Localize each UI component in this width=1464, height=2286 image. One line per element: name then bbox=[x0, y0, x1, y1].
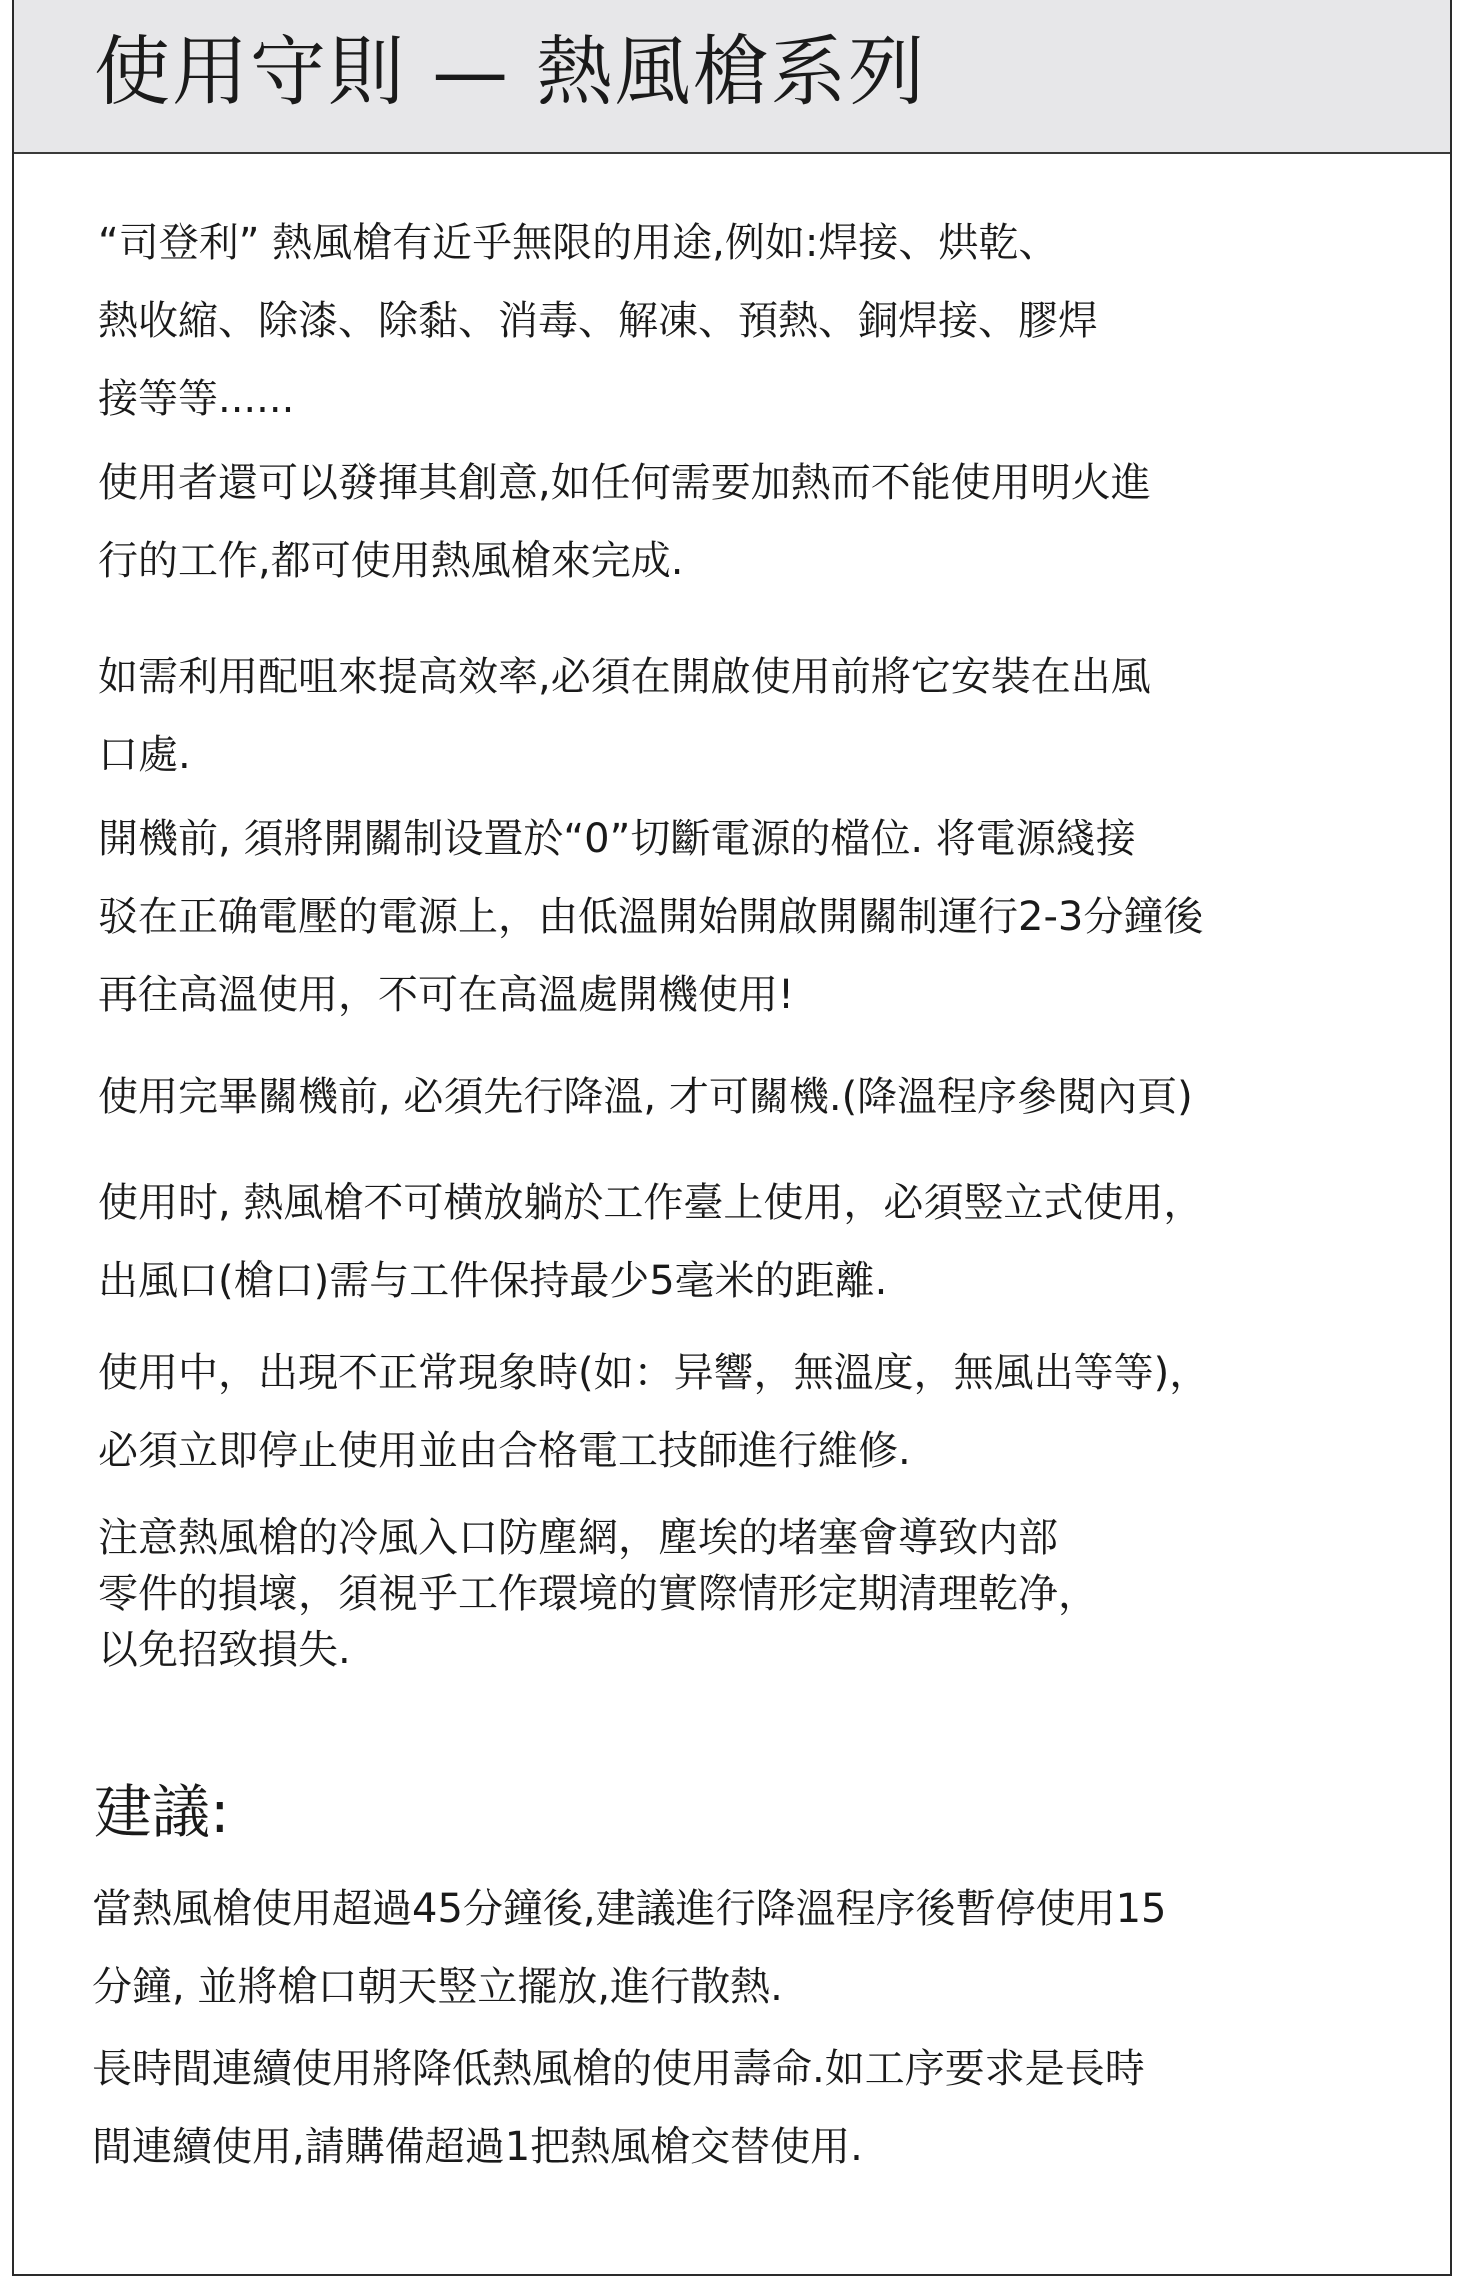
text-line: 使用者還可以發揮其創意,如任何需要加熱而不能使用明火進 bbox=[98, 460, 1151, 506]
text-line: 熱收縮、除漆、除黏、消毒、解凍、預熱、銅焊接、膠焊 bbox=[98, 298, 1098, 344]
text-line: 使用完畢關機前, 必須先行降溫, 才可關機.(降溫程序參閱內頁) bbox=[98, 1074, 1193, 1120]
text-line: 口處. bbox=[98, 732, 191, 778]
text-line: 零件的損壞，須視乎工作環境的實際情形定期清理乾净， bbox=[98, 1571, 1098, 1617]
text-line: 使用时, 熱風槍不可横放躺於工作臺上使用，必須竪立式使用， bbox=[98, 1180, 1204, 1226]
text-line: 間連續使用,請購備超過1把熱風槍交替使用. bbox=[92, 2124, 863, 2170]
text-line: 當熱風槍使用超過45分鐘後,建議進行降溫程序後暫停使用15 bbox=[92, 1886, 1167, 1932]
text-line: 以免招致損失. bbox=[98, 1627, 351, 1673]
page-title: 使用守則 — 熱風槍系列 bbox=[94, 27, 927, 116]
text-line: 驳在正确電壓的電源上，由低溫開始開啟開關制運行2-3分鐘後 bbox=[98, 894, 1204, 940]
paragraph-lifespan bbox=[92, 2030, 1145, 2186]
text-line: 必須立即停止使用並由合格電工技師進行維修. bbox=[98, 1428, 911, 1474]
text-line: 如需利用配咀來提高效率,必須在開啟使用前將它安裝在出風 bbox=[98, 654, 1151, 700]
paragraph-dust-filter bbox=[98, 1510, 1098, 1678]
text-line: 接等等...... bbox=[98, 376, 295, 422]
text-line: 注意熱風槍的冷風入口防塵網，塵埃的堵塞會導致内部 bbox=[98, 1515, 1058, 1561]
paragraph-startup bbox=[98, 800, 1203, 1034]
title-banner bbox=[14, 0, 1450, 154]
paragraph-cooldown bbox=[92, 1870, 1167, 2026]
text-line: 出風口(槍口)需与工件保持最少5毫米的距離. bbox=[98, 1258, 888, 1304]
text-line: 使用中，出現不正常現象時(如：异響，無溫度，無風出等等)， bbox=[98, 1350, 1210, 1396]
paragraph-placement bbox=[98, 1164, 1203, 1320]
text-line: 分鐘, 並將槍口朝天竪立擺放,進行散熱. bbox=[92, 1964, 783, 2010]
document-page bbox=[12, 0, 1452, 2276]
text-line: 行的工作,都可使用熱風槍來完成. bbox=[98, 538, 684, 584]
paragraph-nozzle bbox=[98, 638, 1151, 794]
text-line: “司登利” 熱風槍有近乎無限的用途,例如:焊接、烘乾、 bbox=[98, 220, 1059, 266]
text-line: 開機前, 須將開關制设置於“0”切斷電源的檔位. 将電源綫接 bbox=[98, 816, 1136, 862]
paragraph-creativity bbox=[98, 444, 1151, 600]
paragraph-uses bbox=[98, 204, 1098, 438]
paragraph-shutdown bbox=[98, 1058, 1193, 1136]
paragraph-abnormal bbox=[98, 1334, 1209, 1490]
text-line: 長時間連續使用將降低熱風槍的使用壽命.如工序要求是長時 bbox=[92, 2046, 1145, 2092]
text-line: 再往高溫使用，不可在高溫處開機使用! bbox=[98, 972, 795, 1018]
recommendation-heading: 建議: bbox=[94, 1778, 230, 1846]
